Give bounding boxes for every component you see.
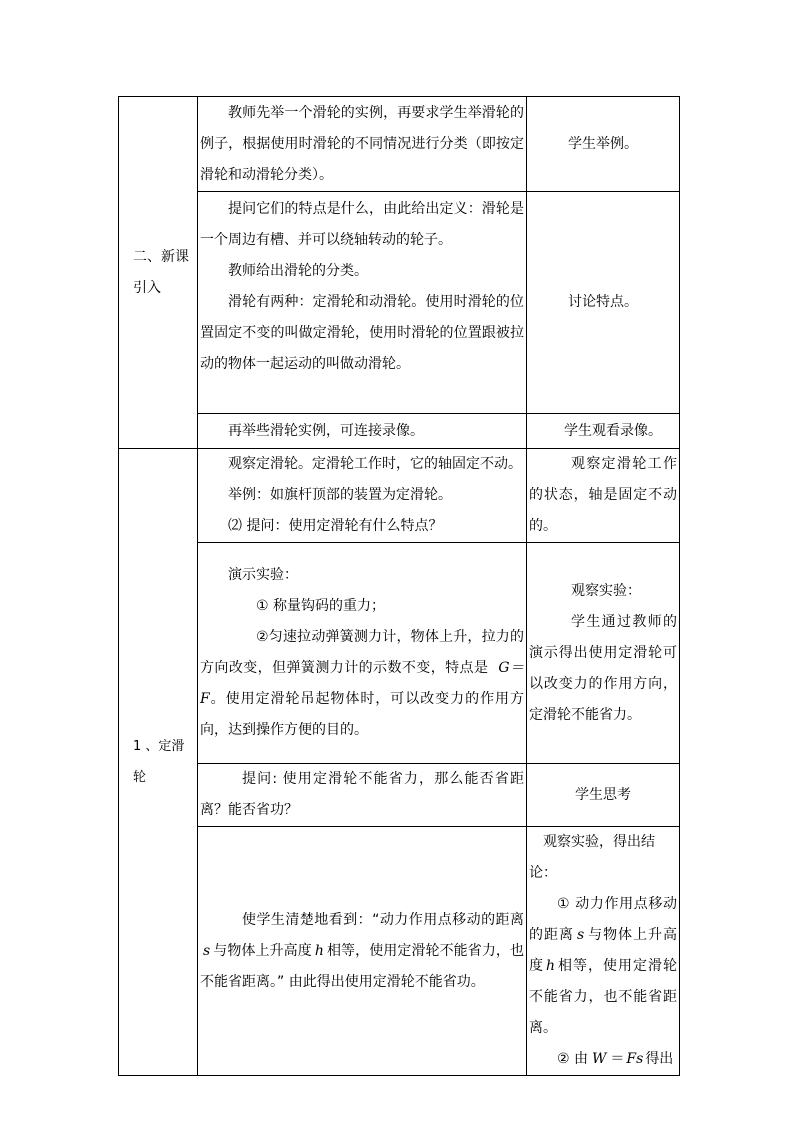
lesson-plan-table [118,96,680,1076]
section-cell-new-lesson [119,97,198,449]
student-text: 观察定滑轮工作的状态，轴是固定不动的。 [529,456,677,534]
teacher-text: 演示实验： [228,567,298,583]
student-text-part: ＝ [610,1051,625,1067]
student-activity-cell [527,97,680,192]
teacher-activity-cell [198,192,527,414]
var-s: s [203,942,211,959]
student-activity-cell [527,414,680,449]
student-text: 学生思考 [575,786,631,803]
student-activity-cell [527,192,680,414]
teacher-text: 观察定滑轮。定滑轮工作时，它的轴固定不动。 [228,456,522,472]
student-text: 讨论特点。 [568,294,638,310]
teacher-text: ① 称量钩码的重力； [256,598,386,614]
teacher-activity-cell [198,414,527,449]
student-text: 学生观看录像。 [564,422,662,439]
teacher-text: 滑轮有两种：定滑轮和动滑轮。使用时滑轮的位置固定不变的叫做定滑轮，使用时滑轮的位置跟被拉动的物体一起运动的叫做动滑轮。 [200,294,524,372]
teacher-text [200,622,524,746]
teacher-text: ⑵ 提问：使用定滑轮有什么特点？ [228,518,443,534]
formula-g: G＝ [498,660,525,676]
var-s: s [576,927,585,943]
student-text-part: 与物体上升高度 [529,927,677,974]
student-text: 学生举例。 [568,135,638,152]
teacher-text-part: 相等，使用定滑轮不能省力，也不能省距离。” 由此得出使用定滑轮不能省功。 [200,942,525,990]
student-activity-cell [527,449,680,543]
section-label: 二、新课引入 [133,248,189,296]
student-text-part: 得出 [645,1051,674,1067]
student-text-part: ② 由 [557,1051,589,1067]
teacher-text: 教师先举一个滑轮的实例，再要求学生举滑轮的例子，根据使用时滑轮的不同情况进行分类（即按定滑轮和动滑轮分类）。 [200,104,524,183]
table-row [119,449,680,543]
student-text-part: ① 动力作用点移动的距离 [529,896,677,943]
teacher-activity-cell [198,543,527,764]
teacher-text: 提问: 使用定滑轮不能省力，那么能否省距离？能否省功？ [200,771,524,818]
table-row [119,543,680,764]
table-row [119,192,680,414]
student-text: 观察实验，得出结论： [529,834,655,881]
student-text: 学生通过教师的演示得出使用定滑轮可以改变力的作用方向，定滑轮不能省力。 [529,613,677,723]
teacher-text: 举例：如旗杆顶部的装置为定滑轮。 [228,487,452,503]
teacher-text [200,905,524,998]
student-text: 观察实验： [571,582,641,599]
student-text [529,1044,677,1075]
table-row [119,764,680,827]
teacher-activity-cell [198,97,527,192]
table-row [119,97,680,192]
student-activity-cell [527,827,680,1076]
formula-fs: Fs [626,1051,644,1067]
teacher-text: 再举些滑轮实例，可连接录像。 [228,422,424,439]
table-row [119,827,680,1076]
teacher-text-part: ②匀速拉动弹簧测力计，物体上升，拉力的方向改变，但弹簧测力计的示数不变，特点是 [200,629,524,676]
teacher-activity-cell [198,764,527,827]
var-h: h [546,958,556,974]
student-activity-cell [527,764,680,827]
section-label: 1 、定滑轮 [133,739,185,785]
formula-f: F [200,691,210,707]
teacher-activity-cell [198,827,527,1076]
teacher-text: 提问它们的特点是什么，由此给出定义：滑轮是一个周边有槽、并可以绕轴转动的轮子。 [200,201,524,248]
student-text-part: 相等，使用定滑轮不能省力，也不能省距离。 [529,958,678,1036]
teacher-text: 教师给出滑轮的分类。 [228,263,368,279]
teacher-text-part: 与物体上升高度 [213,942,312,959]
table-row [119,414,680,449]
teacher-text-part: 。使用定滑轮吊起物体时，可以改变力的作用方向，达到操作方便的目的。 [200,691,524,738]
section-cell-fixed-pulley [119,449,198,1076]
teacher-text-part: 使学生清楚地看到：“动力作用点移动的距离 [242,911,524,928]
var-h: h [314,942,324,959]
teacher-activity-cell [198,449,527,543]
student-activity-cell [527,543,680,764]
student-text [529,889,677,1044]
formula-w: W [592,1051,607,1067]
